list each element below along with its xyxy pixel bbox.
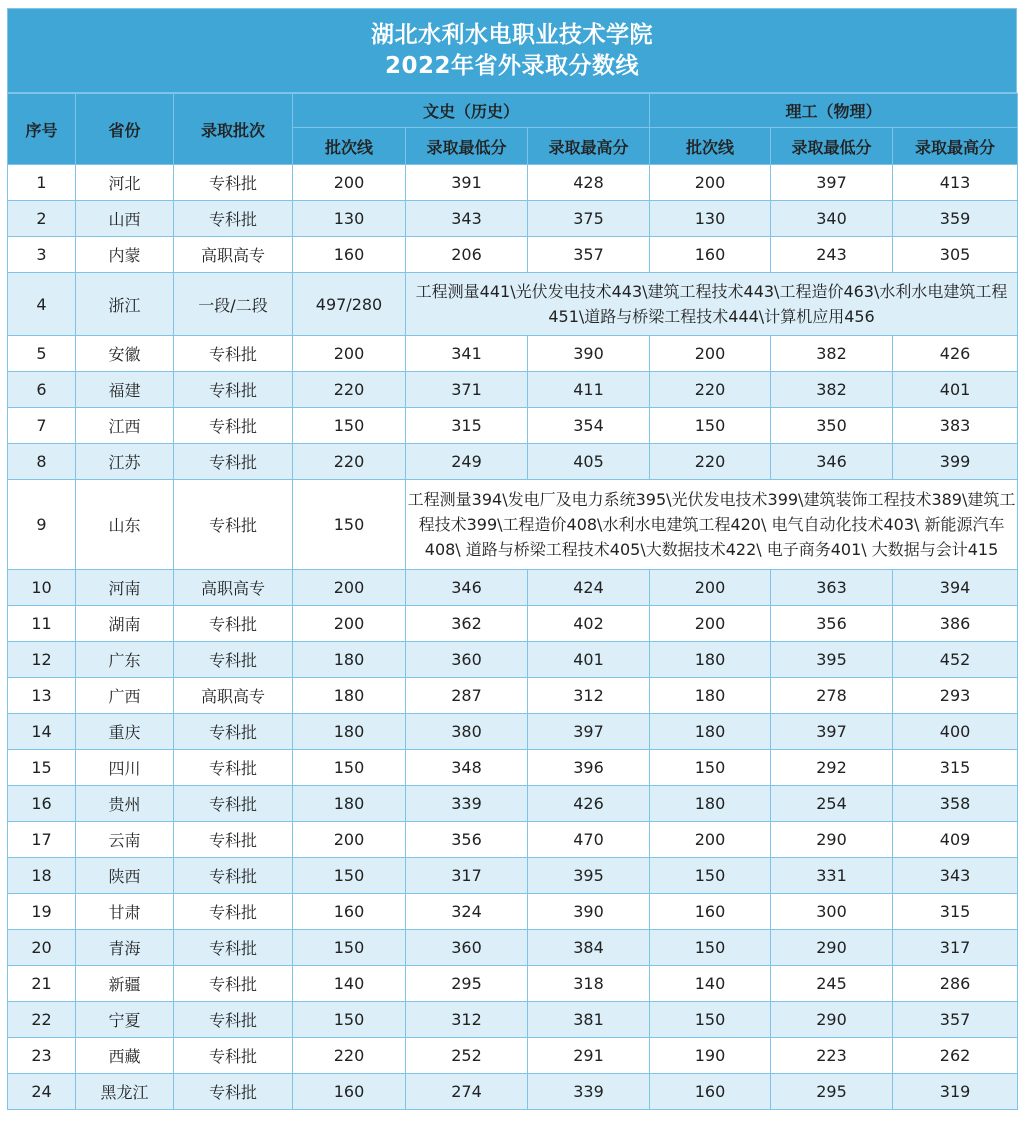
- cell-arts-batch-line: 160: [293, 237, 406, 273]
- note-line: 408\ 道路与桥梁工程技术405\大数据技术422\ 电子商务401\ 大数据与会计415: [424, 540, 999, 559]
- table-row: [8, 642, 1018, 678]
- table-row: [8, 822, 1018, 858]
- cell-arts-max-score: 405: [528, 444, 650, 480]
- cell-province: 江西: [76, 408, 174, 444]
- col-header-sci-min-score: 录取最低分: [771, 128, 893, 165]
- cell-sci-min-score: 363: [771, 570, 893, 606]
- cell-province: 江苏: [76, 444, 174, 480]
- cell-sci-max-score: 383: [893, 408, 1018, 444]
- cell-sci-min-score: 397: [771, 165, 893, 201]
- cell-sci-batch-line: 150: [650, 750, 771, 786]
- table-row: [8, 786, 1018, 822]
- cell-arts-max-score: 395: [528, 858, 650, 894]
- table-row: [8, 336, 1018, 372]
- cell-arts-max-score: 426: [528, 786, 650, 822]
- cell-arts-min-score: 348: [406, 750, 528, 786]
- cell-sci-batch-line: 160: [650, 894, 771, 930]
- cell-sci-max-score: 317: [893, 930, 1018, 966]
- cell-no: 20: [8, 930, 76, 966]
- cell-batch: 专科批: [174, 822, 293, 858]
- cell-batch: 专科批: [174, 1074, 293, 1110]
- cell-sci-max-score: 399: [893, 444, 1018, 480]
- table-row: [8, 678, 1018, 714]
- cell-arts-batch-line: 150: [293, 858, 406, 894]
- cell-arts-batch-line: 130: [293, 201, 406, 237]
- cell-province: 贵州: [76, 786, 174, 822]
- cell-sci-min-score: 295: [771, 1074, 893, 1110]
- cell-major-scores-note: [406, 273, 1018, 336]
- cell-arts-batch-line: 200: [293, 165, 406, 201]
- col-header-arts-max-score: 录取最高分: [528, 128, 650, 165]
- cell-sci-max-score: 452: [893, 642, 1018, 678]
- cell-arts-min-score: 356: [406, 822, 528, 858]
- table-row: [8, 750, 1018, 786]
- cell-sci-min-score: 254: [771, 786, 893, 822]
- cell-sci-batch-line: 200: [650, 822, 771, 858]
- cell-sci-batch-line: 180: [650, 678, 771, 714]
- cell-sci-min-score: 395: [771, 642, 893, 678]
- cell-batch: 专科批: [174, 642, 293, 678]
- cell-no: 12: [8, 642, 76, 678]
- table-row: [8, 408, 1018, 444]
- cell-arts-min-score: 249: [406, 444, 528, 480]
- admission-score-table: [7, 93, 1018, 1110]
- cell-arts-batch-line: 200: [293, 336, 406, 372]
- cell-arts-max-score: 312: [528, 678, 650, 714]
- cell-arts-batch-line: 150: [293, 930, 406, 966]
- cell-arts-min-score: 346: [406, 570, 528, 606]
- cell-province: 四川: [76, 750, 174, 786]
- table-body: [8, 165, 1018, 1110]
- table-row: [8, 165, 1018, 201]
- cell-arts-min-score: 274: [406, 1074, 528, 1110]
- cell-batch: 专科批: [174, 336, 293, 372]
- title-block: [7, 8, 1017, 93]
- cell-batch: 专科批: [174, 858, 293, 894]
- cell-batch: 高职高专: [174, 237, 293, 273]
- cell-no: 21: [8, 966, 76, 1002]
- cell-sci-min-score: 290: [771, 822, 893, 858]
- cell-no: 24: [8, 1074, 76, 1110]
- table-row: [8, 966, 1018, 1002]
- cell-arts-batch-line: 200: [293, 822, 406, 858]
- cell-batch: 专科批: [174, 201, 293, 237]
- cell-sci-batch-line: 180: [650, 642, 771, 678]
- table-header: [8, 94, 1018, 165]
- cell-sci-max-score: 305: [893, 237, 1018, 273]
- cell-arts-min-score: 295: [406, 966, 528, 1002]
- note-line: 工程测量441\光伏发电技术443\建筑工程技术443\工程造价463\水利水电建筑工程: [415, 282, 1008, 301]
- cell-batch: 专科批: [174, 606, 293, 642]
- cell-batch: 专科批: [174, 714, 293, 750]
- cell-arts-max-score: 401: [528, 642, 650, 678]
- title-line-2: 2022年省外录取分数线: [384, 52, 639, 79]
- cell-arts-max-score: 291: [528, 1038, 650, 1074]
- cell-sci-min-score: 290: [771, 1002, 893, 1038]
- cell-batch: 专科批: [174, 1038, 293, 1074]
- col-header-province: 省份: [76, 94, 174, 165]
- cell-sci-batch-line: 150: [650, 858, 771, 894]
- table-row: [8, 480, 1018, 570]
- cell-province: 山西: [76, 201, 174, 237]
- cell-sci-max-score: 358: [893, 786, 1018, 822]
- cell-province: 黑龙江: [76, 1074, 174, 1110]
- cell-batch: 专科批: [174, 372, 293, 408]
- cell-no: 15: [8, 750, 76, 786]
- cell-province: 甘肃: [76, 894, 174, 930]
- cell-sci-batch-line: 200: [650, 336, 771, 372]
- cell-sci-min-score: 331: [771, 858, 893, 894]
- cell-arts-batch-line: 150: [293, 1002, 406, 1038]
- table-row: [8, 273, 1018, 336]
- cell-batch: 高职高专: [174, 678, 293, 714]
- cell-arts-batch-line: 160: [293, 894, 406, 930]
- table-row: [8, 237, 1018, 273]
- cell-arts-min-score: 371: [406, 372, 528, 408]
- table-row: [8, 372, 1018, 408]
- cell-sci-batch-line: 180: [650, 786, 771, 822]
- cell-sci-min-score: 292: [771, 750, 893, 786]
- col-header-no: 序号: [8, 94, 76, 165]
- cell-province: 陕西: [76, 858, 174, 894]
- cell-sci-batch-line: 200: [650, 165, 771, 201]
- cell-arts-max-score: 424: [528, 570, 650, 606]
- cell-sci-max-score: 315: [893, 750, 1018, 786]
- col-header-batch: 录取批次: [174, 94, 293, 165]
- cell-arts-max-score: 375: [528, 201, 650, 237]
- cell-no: 14: [8, 714, 76, 750]
- cell-arts-batch-line: 497/280: [293, 273, 406, 336]
- cell-no: 11: [8, 606, 76, 642]
- cell-arts-min-score: 317: [406, 858, 528, 894]
- table-row: [8, 1038, 1018, 1074]
- cell-arts-max-score: 402: [528, 606, 650, 642]
- col-header-arts-min-score: 录取最低分: [406, 128, 528, 165]
- cell-arts-min-score: 339: [406, 786, 528, 822]
- cell-sci-min-score: 300: [771, 894, 893, 930]
- cell-arts-batch-line: 180: [293, 642, 406, 678]
- cell-arts-min-score: 312: [406, 1002, 528, 1038]
- cell-sci-max-score: 262: [893, 1038, 1018, 1074]
- cell-sci-min-score: 243: [771, 237, 893, 273]
- cell-sci-max-score: 286: [893, 966, 1018, 1002]
- cell-sci-max-score: 315: [893, 894, 1018, 930]
- cell-sci-min-score: 382: [771, 336, 893, 372]
- cell-province: 云南: [76, 822, 174, 858]
- cell-sci-max-score: 343: [893, 858, 1018, 894]
- table-row: [8, 930, 1018, 966]
- cell-sci-min-score: 350: [771, 408, 893, 444]
- cell-sci-max-score: 357: [893, 1002, 1018, 1038]
- cell-sci-max-score: 293: [893, 678, 1018, 714]
- cell-sci-max-score: 413: [893, 165, 1018, 201]
- cell-arts-max-score: 318: [528, 966, 650, 1002]
- cell-batch: 专科批: [174, 786, 293, 822]
- cell-no: 10: [8, 570, 76, 606]
- cell-sci-batch-line: 220: [650, 444, 771, 480]
- cell-sci-batch-line: 130: [650, 201, 771, 237]
- cell-province: 浙江: [76, 273, 174, 336]
- cell-batch: 高职高专: [174, 570, 293, 606]
- cell-sci-min-score: 290: [771, 930, 893, 966]
- cell-sci-batch-line: 150: [650, 408, 771, 444]
- cell-arts-min-score: 391: [406, 165, 528, 201]
- cell-sci-max-score: 400: [893, 714, 1018, 750]
- table-row: [8, 1002, 1018, 1038]
- cell-sci-batch-line: 190: [650, 1038, 771, 1074]
- cell-sci-min-score: 346: [771, 444, 893, 480]
- cell-no: 3: [8, 237, 76, 273]
- cell-no: 13: [8, 678, 76, 714]
- col-header-sci-max-score: 录取最高分: [893, 128, 1018, 165]
- cell-sci-min-score: 340: [771, 201, 893, 237]
- cell-arts-min-score: 362: [406, 606, 528, 642]
- cell-no: 1: [8, 165, 76, 201]
- cell-arts-batch-line: 140: [293, 966, 406, 1002]
- cell-arts-max-score: 357: [528, 237, 650, 273]
- cell-sci-max-score: 409: [893, 822, 1018, 858]
- cell-arts-max-score: 428: [528, 165, 650, 201]
- cell-province: 广东: [76, 642, 174, 678]
- cell-province: 河北: [76, 165, 174, 201]
- cell-sci-batch-line: 200: [650, 570, 771, 606]
- cell-arts-max-score: 390: [528, 336, 650, 372]
- cell-arts-min-score: 380: [406, 714, 528, 750]
- cell-sci-batch-line: 160: [650, 1074, 771, 1110]
- cell-no: 9: [8, 480, 76, 570]
- col-group-science: 理工（物理）: [650, 94, 1018, 128]
- cell-no: 16: [8, 786, 76, 822]
- table-row: [8, 714, 1018, 750]
- cell-arts-batch-line: 180: [293, 714, 406, 750]
- cell-arts-min-score: 315: [406, 408, 528, 444]
- cell-province: 安徽: [76, 336, 174, 372]
- cell-arts-max-score: 339: [528, 1074, 650, 1110]
- cell-province: 湖南: [76, 606, 174, 642]
- cell-major-scores-note: [406, 480, 1018, 570]
- title-line-1: 湖北水利水电职业技术学院: [371, 21, 653, 48]
- note-line: 工程测量394\发电厂及电力系统395\光伏发电技术399\建筑装饰工程技术389\建筑工: [407, 490, 1016, 509]
- table-row: [8, 570, 1018, 606]
- cell-no: 8: [8, 444, 76, 480]
- cell-province: 新疆: [76, 966, 174, 1002]
- col-header-sci-batch-line: 批次线: [650, 128, 771, 165]
- cell-sci-min-score: 356: [771, 606, 893, 642]
- cell-province: 宁夏: [76, 1002, 174, 1038]
- cell-sci-batch-line: 150: [650, 930, 771, 966]
- cell-arts-max-score: 381: [528, 1002, 650, 1038]
- cell-sci-batch-line: 220: [650, 372, 771, 408]
- cell-arts-max-score: 396: [528, 750, 650, 786]
- cell-sci-batch-line: 160: [650, 237, 771, 273]
- cell-arts-min-score: 252: [406, 1038, 528, 1074]
- cell-province: 重庆: [76, 714, 174, 750]
- cell-province: 广西: [76, 678, 174, 714]
- cell-sci-batch-line: 180: [650, 714, 771, 750]
- cell-sci-min-score: 397: [771, 714, 893, 750]
- cell-province: 西藏: [76, 1038, 174, 1074]
- cell-sci-batch-line: 140: [650, 966, 771, 1002]
- cell-arts-min-score: 206: [406, 237, 528, 273]
- cell-arts-batch-line: 200: [293, 570, 406, 606]
- cell-no: 4: [8, 273, 76, 336]
- cell-arts-batch-line: 220: [293, 444, 406, 480]
- cell-sci-min-score: 382: [771, 372, 893, 408]
- cell-sci-batch-line: 200: [650, 606, 771, 642]
- cell-arts-max-score: 354: [528, 408, 650, 444]
- cell-sci-max-score: 386: [893, 606, 1018, 642]
- cell-arts-max-score: 411: [528, 372, 650, 408]
- cell-batch: 专科批: [174, 966, 293, 1002]
- cell-no: 22: [8, 1002, 76, 1038]
- table-row: [8, 894, 1018, 930]
- cell-arts-batch-line: 180: [293, 786, 406, 822]
- cell-arts-batch-line: 150: [293, 480, 406, 570]
- cell-sci-min-score: 223: [771, 1038, 893, 1074]
- cell-arts-batch-line: 180: [293, 678, 406, 714]
- cell-batch: 专科批: [174, 1002, 293, 1038]
- cell-arts-min-score: 360: [406, 642, 528, 678]
- cell-arts-batch-line: 220: [293, 372, 406, 408]
- cell-arts-min-score: 360: [406, 930, 528, 966]
- cell-arts-batch-line: 150: [293, 750, 406, 786]
- cell-province: 河南: [76, 570, 174, 606]
- cell-no: 23: [8, 1038, 76, 1074]
- cell-sci-batch-line: 150: [650, 1002, 771, 1038]
- cell-batch: 专科批: [174, 165, 293, 201]
- cell-sci-max-score: 426: [893, 336, 1018, 372]
- col-group-arts: 文史（历史）: [293, 94, 650, 128]
- cell-no: 6: [8, 372, 76, 408]
- cell-province: 内蒙: [76, 237, 174, 273]
- cell-no: 18: [8, 858, 76, 894]
- cell-arts-batch-line: 150: [293, 408, 406, 444]
- cell-arts-max-score: 384: [528, 930, 650, 966]
- cell-arts-max-score: 470: [528, 822, 650, 858]
- cell-batch: 专科批: [174, 894, 293, 930]
- table-row: [8, 1074, 1018, 1110]
- cell-sci-max-score: 401: [893, 372, 1018, 408]
- cell-arts-min-score: 343: [406, 201, 528, 237]
- table-row: [8, 201, 1018, 237]
- cell-arts-max-score: 390: [528, 894, 650, 930]
- cell-arts-max-score: 397: [528, 714, 650, 750]
- cell-sci-min-score: 278: [771, 678, 893, 714]
- cell-province: 山东: [76, 480, 174, 570]
- cell-no: 17: [8, 822, 76, 858]
- cell-sci-min-score: 245: [771, 966, 893, 1002]
- cell-arts-batch-line: 200: [293, 606, 406, 642]
- table-row: [8, 858, 1018, 894]
- cell-batch: 一段/二段: [174, 273, 293, 336]
- cell-province: 青海: [76, 930, 174, 966]
- cell-arts-min-score: 341: [406, 336, 528, 372]
- cell-batch: 专科批: [174, 480, 293, 570]
- cell-no: 19: [8, 894, 76, 930]
- note-line: 程技术399\工程造价408\水利水电建筑工程420\ 电气自动化技术403\ 新能源汽车: [418, 515, 1005, 534]
- cell-arts-batch-line: 220: [293, 1038, 406, 1074]
- cell-batch: 专科批: [174, 444, 293, 480]
- col-header-arts-batch-line: 批次线: [293, 128, 406, 165]
- cell-batch: 专科批: [174, 750, 293, 786]
- cell-province: 福建: [76, 372, 174, 408]
- cell-arts-min-score: 287: [406, 678, 528, 714]
- score-sheet: [7, 8, 1017, 1110]
- cell-batch: 专科批: [174, 408, 293, 444]
- cell-no: 7: [8, 408, 76, 444]
- cell-sci-max-score: 394: [893, 570, 1018, 606]
- cell-arts-batch-line: 160: [293, 1074, 406, 1110]
- table-row: [8, 606, 1018, 642]
- cell-sci-max-score: 359: [893, 201, 1018, 237]
- cell-no: 2: [8, 201, 76, 237]
- note-line: 451\道路与桥梁工程技术444\计算机应用456: [548, 307, 875, 326]
- cell-sci-max-score: 319: [893, 1074, 1018, 1110]
- cell-batch: 专科批: [174, 930, 293, 966]
- cell-arts-min-score: 324: [406, 894, 528, 930]
- cell-no: 5: [8, 336, 76, 372]
- table-row: [8, 444, 1018, 480]
